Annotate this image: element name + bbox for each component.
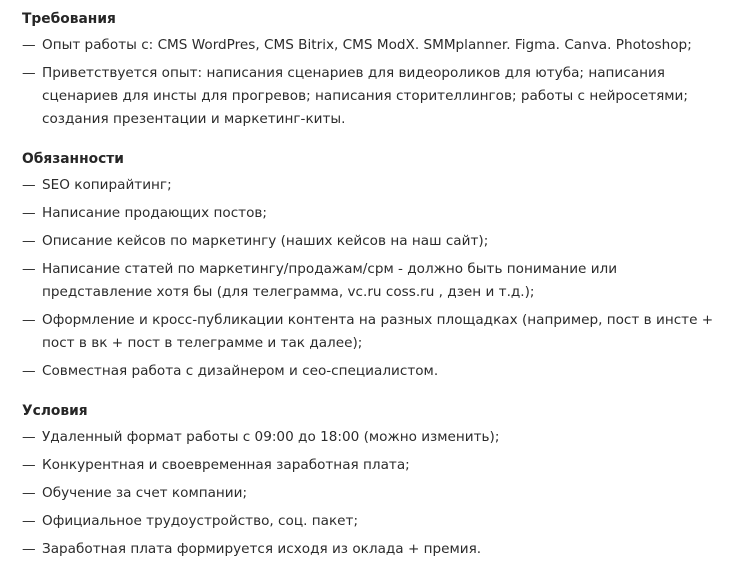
- list-item-text: Удаленный формат работы с 09:00 до 18:00 (можно изменить);: [42, 429, 500, 445]
- conditions-list: [22, 426, 722, 561]
- list-item: [22, 538, 722, 561]
- list-item-text: Приветствуется опыт: написания сценариев для видеороликов для ютуба; написания сценариев для инсты для прогревов; написания сторителлингов; работы с нейросетями; создания презентации и маркетинг-киты.: [42, 65, 688, 127]
- bullet-dash: —: [22, 457, 36, 473]
- bullet-dash: —: [22, 233, 36, 249]
- bullet-dash: —: [22, 261, 36, 277]
- list-item-text: Официальное трудоустройство, соц. пакет;: [42, 513, 359, 529]
- responsibilities-list: [22, 174, 722, 383]
- list-item: [22, 454, 722, 477]
- responsibilities-section: [22, 148, 722, 383]
- bullet-dash: —: [22, 429, 36, 445]
- list-item-text: Написание продающих постов;: [42, 205, 268, 221]
- bullet-dash: —: [22, 205, 36, 221]
- list-item: [22, 426, 722, 449]
- conditions-heading: Условия: [22, 403, 88, 419]
- list-item: [22, 309, 722, 355]
- list-item-text: Оформление и кросс-публикации контента на разных площадках (например, пост в инсте + пост в вк + пост в телеграмме и так далее);: [42, 312, 714, 351]
- list-item: [22, 174, 722, 197]
- list-item: [22, 230, 722, 253]
- list-item-text: SEO копирайтинг;: [42, 177, 172, 193]
- list-item: [22, 34, 722, 57]
- list-item-text: Обучение за счет компании;: [42, 485, 248, 501]
- bullet-dash: —: [22, 65, 36, 81]
- requirements-section: [22, 8, 722, 131]
- conditions-section: [22, 400, 722, 561]
- list-item-text: Написание статей по маркетингу/продажам/срм - должно быть понимание или представление хотя бы (для телеграмма, vc.ru coss.ru , дзен и т.д.);: [42, 261, 618, 300]
- bullet-dash: —: [22, 541, 36, 557]
- responsibilities-heading: Обязанности: [22, 151, 124, 167]
- bullet-dash: —: [22, 485, 36, 501]
- list-item: [22, 202, 722, 225]
- list-item: [22, 482, 722, 505]
- bullet-dash: —: [22, 177, 36, 193]
- list-item-text: Конкурентная и своевременная заработная плата;: [42, 457, 410, 473]
- list-item-text: Опыт работы с: CMS WordPres, CMS Bitrix, CMS ModX. SMMplanner. Figma. Canva. Photoshop;: [42, 37, 692, 53]
- requirements-list: [22, 34, 722, 131]
- list-item: [22, 62, 722, 131]
- bullet-dash: —: [22, 513, 36, 529]
- list-item: [22, 360, 722, 383]
- bullet-dash: —: [22, 363, 36, 379]
- requirements-heading: Требования: [22, 11, 116, 27]
- list-item: [22, 258, 722, 304]
- list-item-text: Совместная работа с дизайнером и сео-специалистом.: [42, 363, 439, 379]
- bullet-dash: —: [22, 37, 36, 53]
- list-item: [22, 510, 722, 533]
- list-item-text: Заработная плата формируется исходя из оклада + премия.: [42, 541, 482, 557]
- bullet-dash: —: [22, 312, 36, 328]
- list-item-text: Описание кейсов по маркетингу (наших кейсов на наш сайт);: [42, 233, 489, 249]
